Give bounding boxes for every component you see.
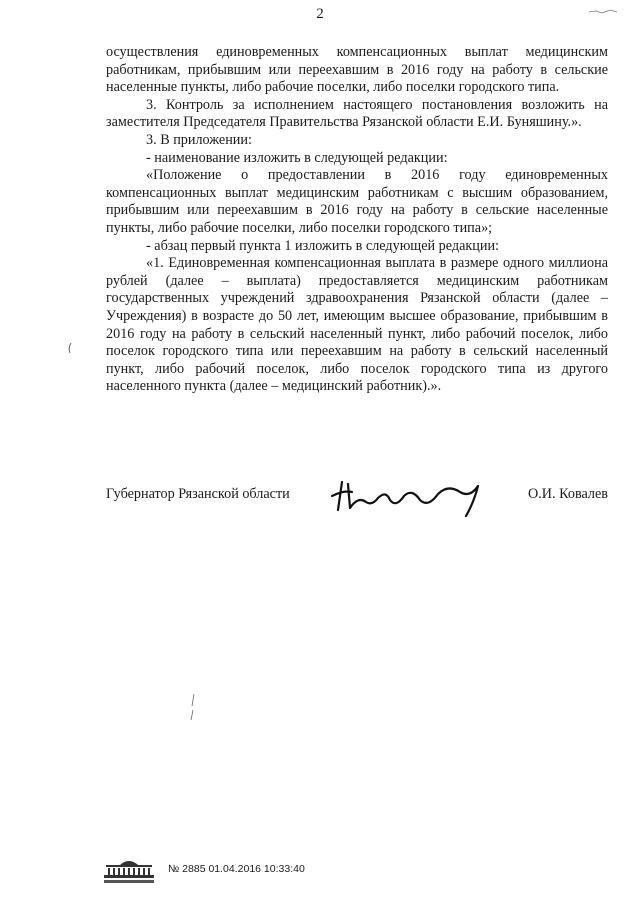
paragraph: - абзац первый пункта 1 изложить в следующей редакции:	[146, 237, 499, 254]
page-number: 2	[316, 6, 324, 22]
signatory-title: Губернатор Рязанской области	[106, 486, 290, 502]
registration-stamp: № 2885 01.04.2016 10:33:40	[168, 863, 305, 875]
document-footer	[100, 857, 360, 887]
paragraph: осуществления единовременных компенсационных выплат медицинским работникам, прибывшим или переехавшим в 2016 году на работу в сельские населенные пункты, либо рабочие поселки, либо поселки городского типа.	[106, 44, 608, 96]
government-building-logo	[100, 857, 158, 885]
paragraph: - наименование изложить в следующей редакции:	[146, 149, 448, 166]
paragraph: 3. В приложении:	[146, 131, 252, 148]
signatory-name: О.И. Ковалев	[528, 486, 608, 502]
handwritten-signature	[328, 476, 498, 518]
document-body	[106, 44, 608, 396]
paragraph: «Положение о предоставлении в 2016 году единовременных компенсационных выплат медицинским работникам с высшим образованием, прибывшим или переехавшим в 2016 году на работу в сельские населенные пункты, либо рабочие поселки, либо поселки городского типа»;	[106, 167, 608, 236]
paragraph: 3. Контроль за исполнением настоящего постановления возложить на заместителя Председателя Правительства Рязанской области Е.И. Буняшину.».	[106, 96, 608, 131]
signature-block	[106, 486, 608, 516]
margin-mark	[188, 692, 198, 722]
corner-scribble-mark	[588, 6, 618, 16]
paragraph: «1. Единовременная компенсационная выплата в размере одного миллиона рублей (далее – выплата) предоставляется медицинским работникам государственных учреждений здравоохранения Рязанской области (далее – Учреждения) в возрасте до 50 лет, имеющим высшее образование, прибывшим в 2016 году на работу в сельский населенный пункт, либо рабочий поселок, либо поселок городского типа или переехавшим на работу в сельский населенный пункт, либо рабочий поселок, либо поселок городского типа из другого населенного пункта (далее – медицинский работник).».	[106, 255, 608, 395]
margin-mark	[66, 342, 74, 354]
